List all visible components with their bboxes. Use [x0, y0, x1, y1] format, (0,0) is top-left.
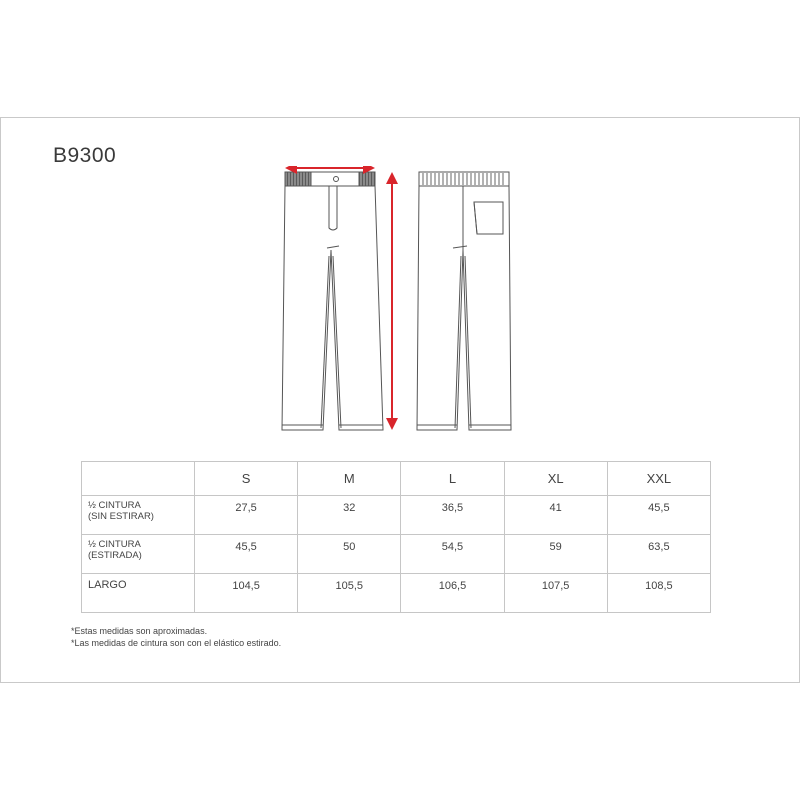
- table-cell: 50: [298, 535, 401, 574]
- table-cell: 27,5: [195, 496, 298, 535]
- table-cell: 45,5: [607, 496, 710, 535]
- table-cell: 32: [298, 496, 401, 535]
- product-code: B9300: [53, 144, 117, 167]
- pants-technical-drawing: [271, 166, 521, 436]
- table-cell: 41: [504, 496, 607, 535]
- footnotes: [71, 625, 281, 649]
- row-label: LARGO: [82, 574, 195, 613]
- table-header-row: [82, 462, 711, 496]
- row-label: ½ CINTURA (ESTIRADA): [82, 535, 195, 574]
- table-cell: 63,5: [607, 535, 710, 574]
- table-cell: 105,5: [298, 574, 401, 613]
- size-header-m: M: [298, 462, 401, 496]
- table-cell: 54,5: [401, 535, 504, 574]
- table-row: [82, 574, 711, 613]
- table-cell: 36,5: [401, 496, 504, 535]
- size-header-l: L: [401, 462, 504, 496]
- table-row: [82, 496, 711, 535]
- table-cell: 104,5: [195, 574, 298, 613]
- size-header-xxl: XXL: [607, 462, 710, 496]
- size-header-xl: XL: [504, 462, 607, 496]
- pants-front-icon: [282, 172, 383, 430]
- footnote: *Las medidas de cintura son con el elástico estirado.: [71, 638, 282, 648]
- table-cell: 45,5: [195, 535, 298, 574]
- table-corner-cell: [82, 462, 195, 496]
- table-row: [82, 535, 711, 574]
- size-table: [81, 461, 711, 613]
- size-header-s: S: [195, 462, 298, 496]
- table-cell: 106,5: [401, 574, 504, 613]
- table-cell: 59: [504, 535, 607, 574]
- pants-back-icon: [417, 172, 511, 430]
- row-label: ½ CINTURA (SIN ESTIRAR): [82, 496, 195, 535]
- table-cell: 107,5: [504, 574, 607, 613]
- table-cell: 108,5: [607, 574, 710, 613]
- footnote: *Estas medidas son aproximadas.: [71, 626, 208, 636]
- size-chart-sheet: [0, 117, 800, 683]
